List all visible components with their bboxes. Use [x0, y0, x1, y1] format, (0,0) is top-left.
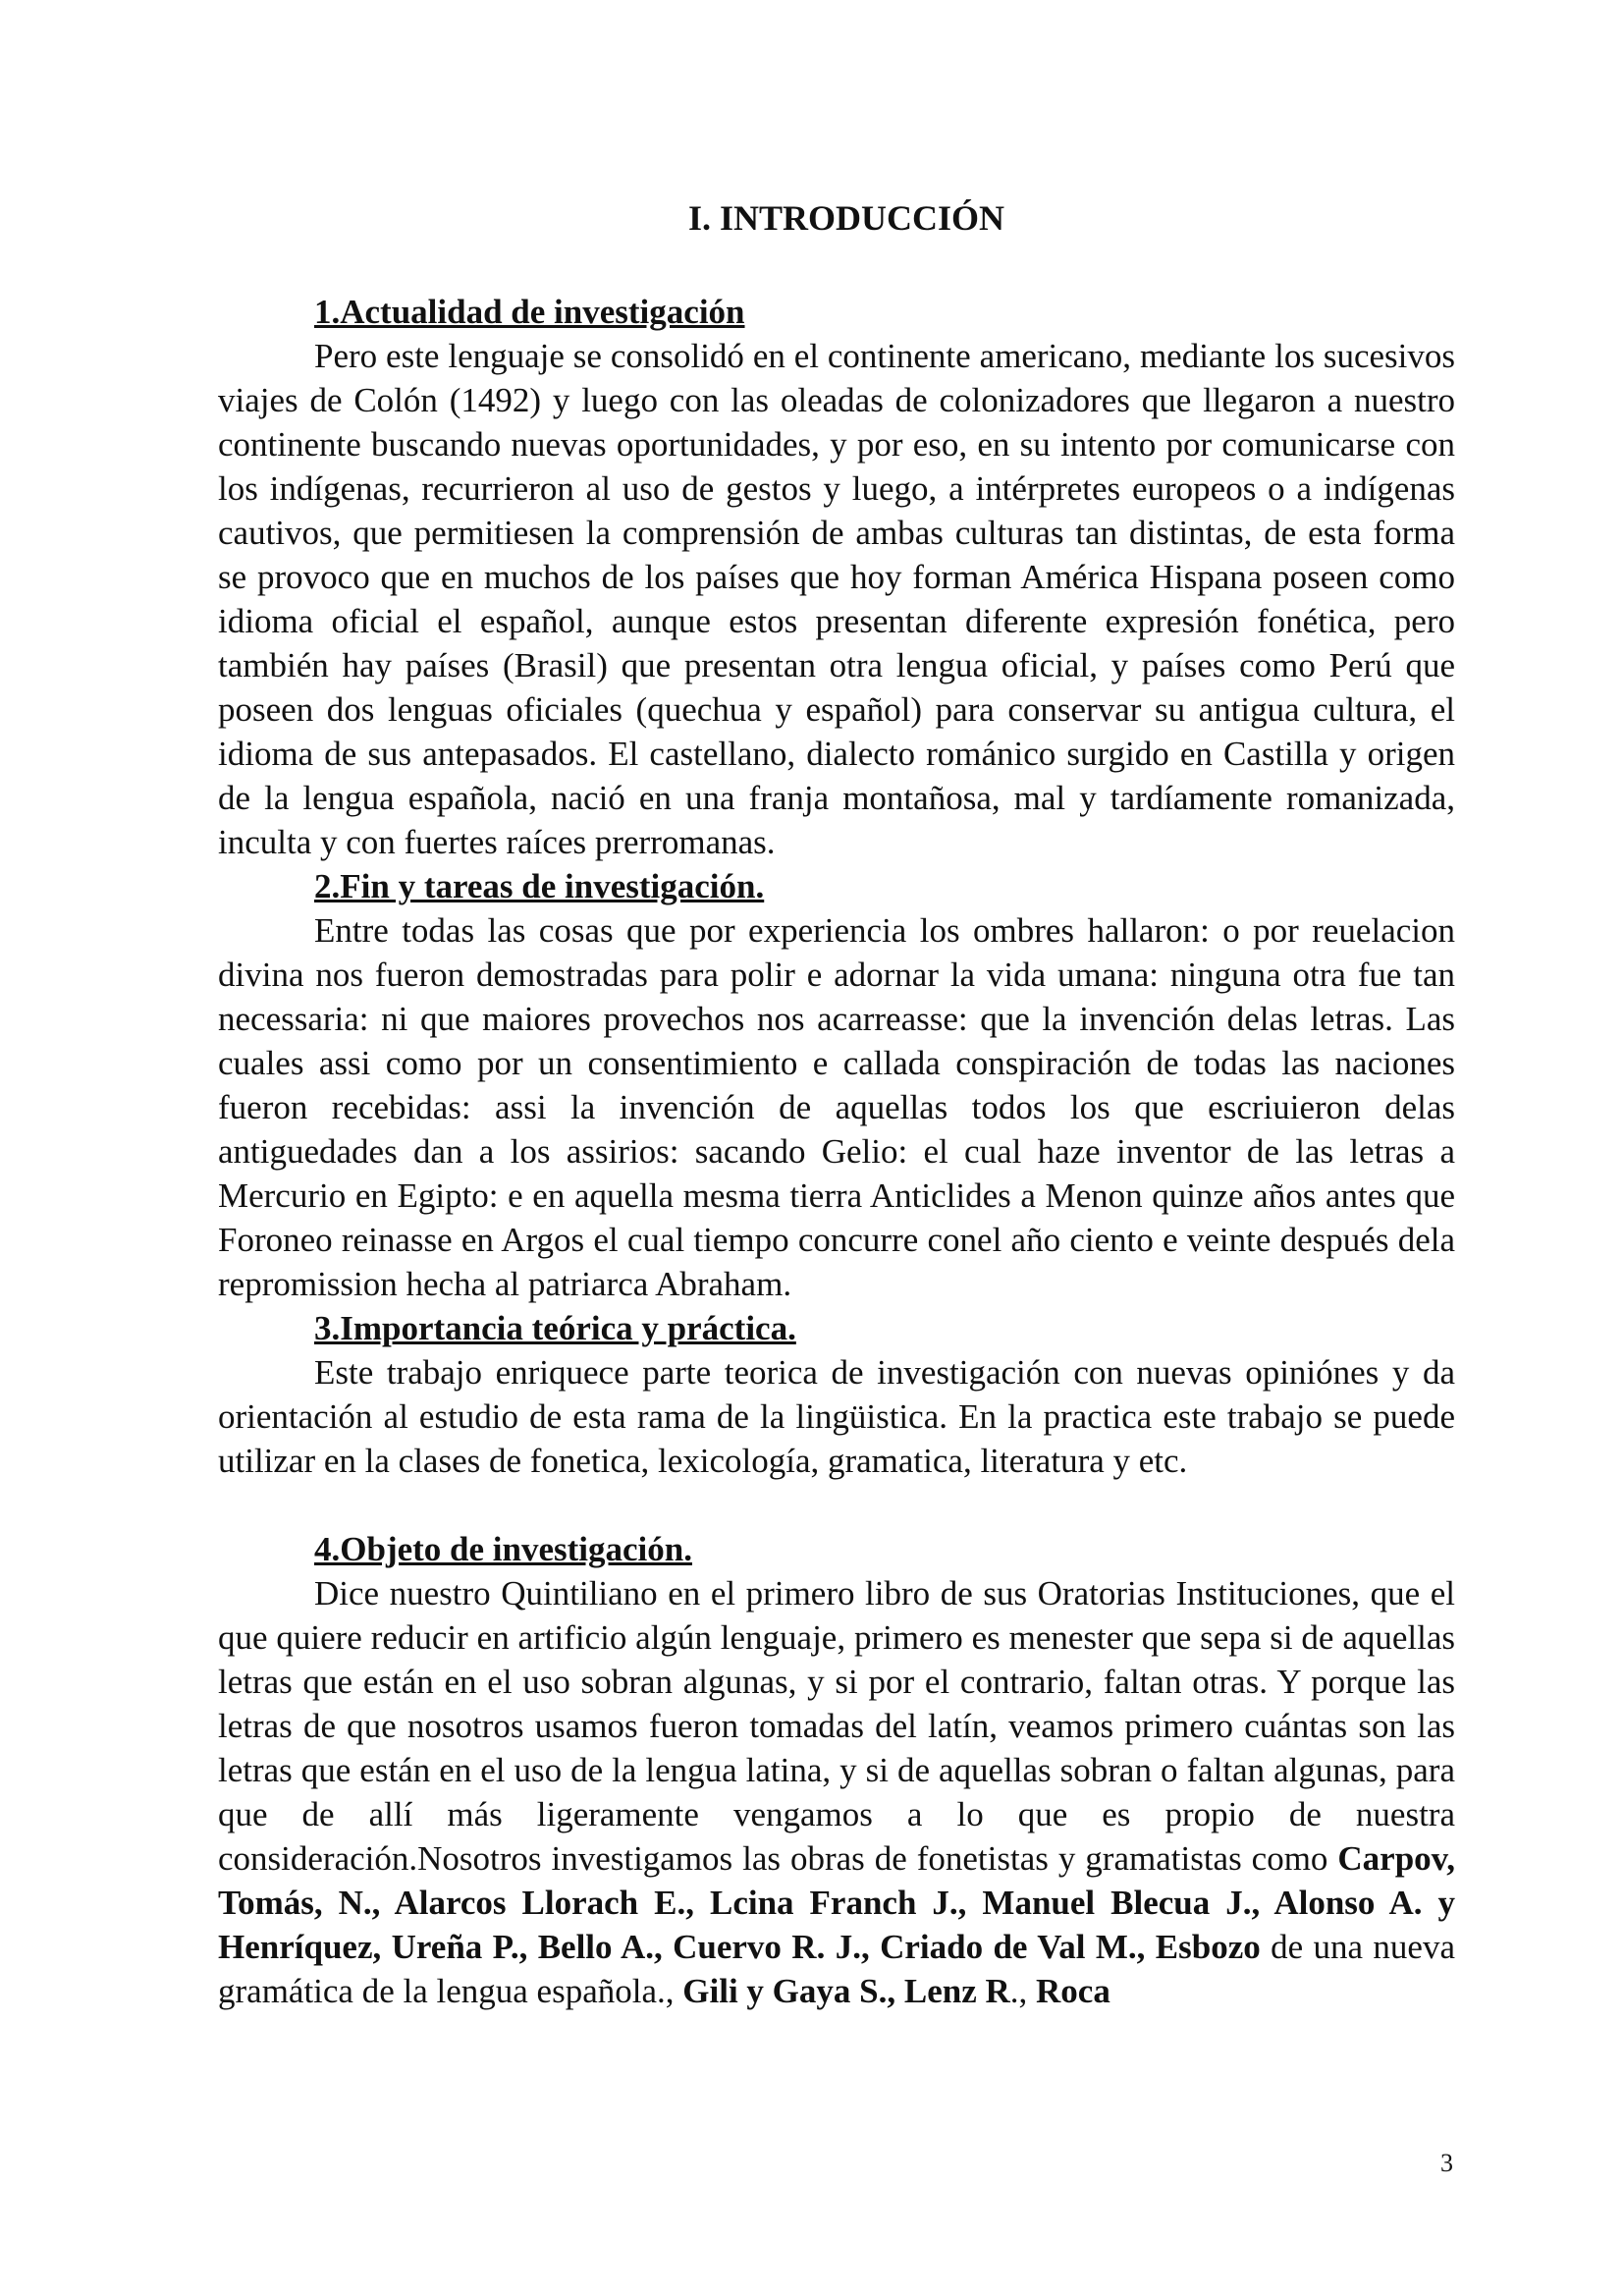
section-text-fin-tareas: Entre todas las cosas que por experiencia los ombres hallaron: o por reuelacion divina nos fueron demostradas para polir e adornar la vida umana: ninguna otra fue tan necessaria: ni que maiores provechos nos acarreasse: que la invención delas letras. Las cuales assi como por un consentimiento e callada conspiración de todas las naciones fueron recebidas: assi la invención de aquellas todos los que escriuieron delas antiguedades dan a los assirios: sacando Gelio: el cual haze inventor de las letras a Mercurio en Egipto: e en aquella mesma tierra Anticlides a Menon quinze años antes que Foroneo reinasse en Argos el cual tiempo concurre conel año ciento e veinte después dela repromission hecha al patriarca Abraham. [218, 911, 1455, 1303]
section-heading-importancia: 3.Importancia teórica y práctica. [314, 1309, 796, 1347]
author-names-bold-3: Roca [1036, 1972, 1110, 2010]
objeto-intro-text: Dice nuestro Quintiliano en el primero libro de sus Oratorias Instituciones, que el que quiere reducir en artificio algún lenguaje, primero es menester que sepa si de aquellas letras que están en el uso sobran algunas, y si por el contrario, faltan otras. Y porque las letras de que nosotros usamos fueron tomadas del latín, veamos primero cuántas son las letras que están en el uso de la lengua latina, y si de aquellas sobran o faltan algunas, para que de allí más ligeramente vengamos a lo que es propio de nuestra consideración.Nosotros investigamos las obras de fonetistas y gramatistas como [218, 1574, 1455, 1878]
author-names-bold-1: Carpov, Tomás, N., Alarcos Llorach E., Lcina Franch J., Manuel Blecua J., Alonso A. y Henríquez, Ureña P., Bello A., Cuervo R. J., Criado de Val M., Esbozo [218, 1839, 1455, 1966]
author-names-bold-2: Gili y Gaya S., Lenz R [682, 1972, 1010, 2010]
section-spacer [218, 1483, 1455, 1527]
page-title: I. INTRODUCCIÓN [687, 198, 1005, 238]
objeto-separator-text: ., [1009, 1972, 1037, 2010]
page-number: 3 [1440, 2149, 1453, 2177]
section-heading-actualidad: 1.Actualidad de investigación [314, 293, 745, 331]
section-text-objeto [218, 1571, 1455, 2013]
section-text-actualidad: Pero este lenguaje se consolidó en el continente americano, mediante los sucesivos viajes de Colón (1492) y luego con las oleadas de colonizadores que llegaron a nuestro continente buscando nuevas oportunidades, y por eso, en su intento por comunicarse con los indígenas, recurrieron al uso de gestos y luego, a intérpretes europeos o a indígenas cautivos, que permitiesen la comprensión de ambas culturas tan distintas, de esta forma se provoco que en muchos de los países que hoy forman América Hispana poseen como idioma oficial el español, aunque estos presentan diferente expresión fonética, pero también hay países (Brasil) que presentan otra lengua oficial, y países como Perú que poseen dos lenguas oficiales (quechua y español) para conservar su antigua cultura, el idioma de sus antepasados. El castellano, dialecto románico surgido en Castilla y origen de la lengua española, nació en una franja montañosa, mal y tardíamente romanizada, inculta y con fuertes raíces prerromanas. [218, 337, 1455, 861]
section-heading-objeto: 4.Objeto de investigación. [314, 1530, 692, 1568]
document-body [218, 196, 1455, 2013]
section-heading-fin-tareas: 2.Fin y tareas de investigación. [314, 867, 765, 905]
objeto-mid-text: de una nueva gramática de la lengua española., [218, 1928, 1455, 2010]
section-text-importancia: Este trabajo enriquece parte teorica de investigación con nuevas opiniónes y da orientación al estudio de esta rama de la lingüistica. En la practica este trabajo se puede utilizar en la clases de fonetica, lexicología, gramatica, literatura y etc. [218, 1353, 1455, 1480]
